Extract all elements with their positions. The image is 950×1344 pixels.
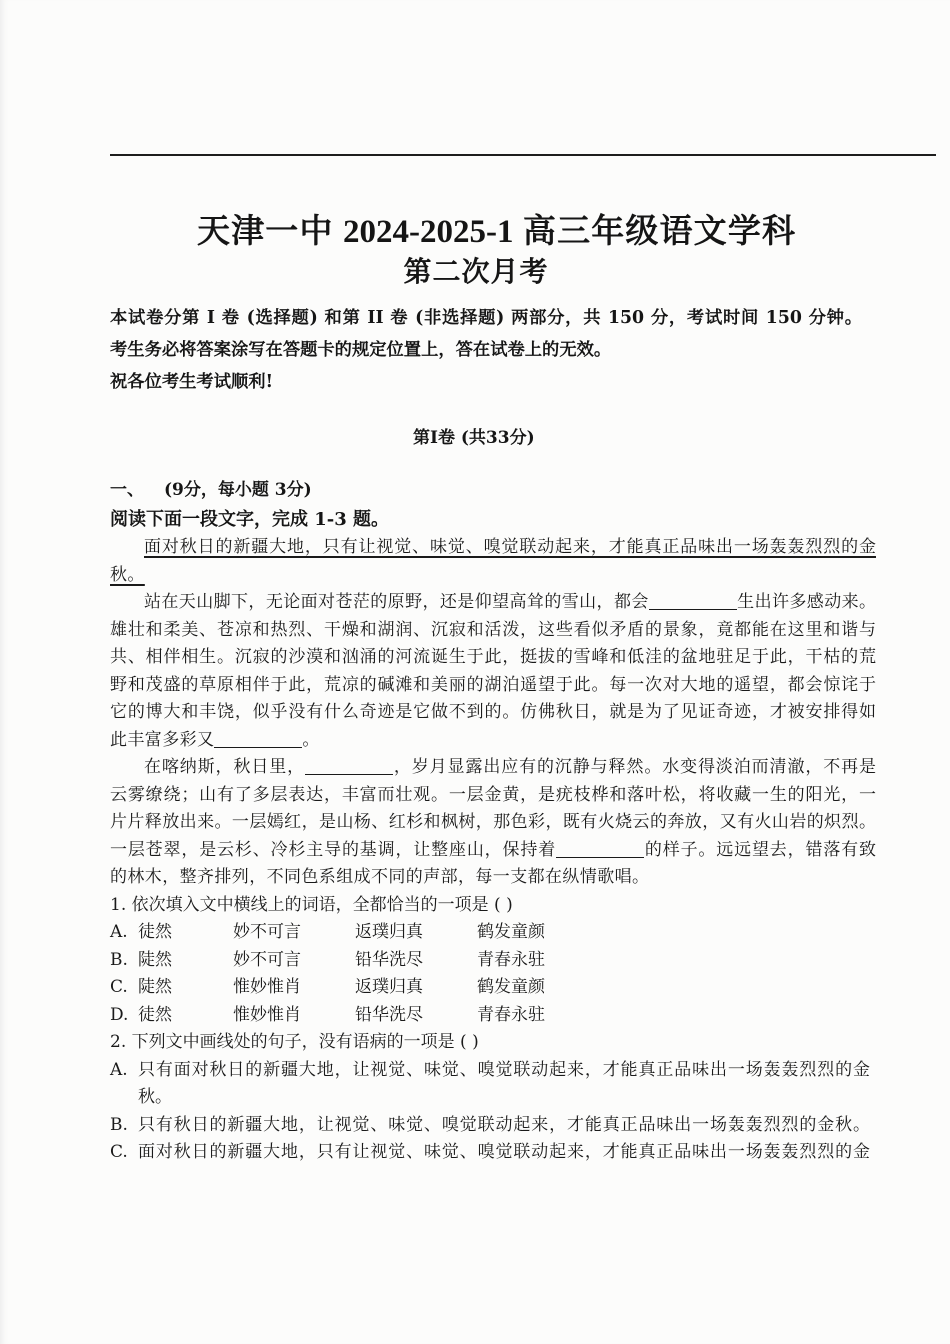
option-word: 徒然 (138, 922, 172, 943)
passage-line (110, 754, 876, 782)
section-points: (9分，每小题 3分) (164, 480, 312, 500)
passage-line: 雄壮和柔美、苍凉和热烈、干燥和湖润、沉寂和活泼，这些看似矛盾的景象，竟都能在这里和谐与 (110, 619, 876, 640)
passage-line: 它的博大和丰饶，似乎没有什么奇迹是它做不到的。仿佛秋日，就是为了见证奇迹，才被安排得如 (110, 702, 876, 723)
option-word: 青春永驻 (477, 1004, 545, 1025)
underlined-sentence-line (110, 562, 876, 590)
question-option (110, 974, 876, 1002)
passage-text: 一层苍翠，是云杉、冷杉主导的基调，让整座山，保持着 (110, 839, 557, 860)
option-label: D. (110, 1004, 129, 1025)
option-word: 陡然 (138, 977, 172, 998)
passage-and-questions (110, 534, 876, 1167)
question-option (110, 1139, 876, 1167)
instruction-line: 考生务必将答案涂写在答题卡的规定位置上，答在试卷上的无效。 (110, 340, 612, 360)
exam-title: 天津一中 2024-2025-1 高三年级语文学科 (197, 214, 795, 250)
passage-text: 在喀纳斯，秋日里， (144, 757, 305, 778)
underlined-sentence: 面对秋日的新疆大地，只有让视觉、味觉、嗅觉联动起来，才能真正品味出一场轰轰烈烈的金 (144, 537, 876, 558)
instruction-line: 祝各位考生考试顺利! (110, 372, 274, 392)
option-word: 惟妙惟肖 (233, 977, 301, 998)
passage-line (110, 837, 876, 865)
option-label: C. (110, 1142, 128, 1163)
question-stem: 1. 依次填入文中横线上的词语，全都恰当的一项是 ( ) (110, 894, 513, 915)
passage-line: 野和茂盛的草原相伴于此，荒凉的碱滩和美丽的湖泊遥望于此。每一次对大地的遥望，都会惊诧于 (110, 674, 876, 695)
section-heading (110, 479, 312, 501)
passage-text: 的样子。远远望去，错落有致 (644, 839, 877, 860)
fill-blank (214, 735, 302, 748)
option-label: A. (110, 922, 128, 943)
section-directive: 阅读下面一段文字，完成 1-3 题。 (110, 509, 390, 530)
underlined-sentence: 秋。 (110, 564, 145, 585)
question-option (110, 947, 876, 975)
passage-line (110, 727, 876, 755)
option-word: 铅华洗尽 (355, 1004, 423, 1025)
option-label: C. (110, 977, 128, 998)
option-word: 青春永驻 (477, 949, 545, 970)
fill-blank (556, 845, 644, 858)
passage-line: 的林木，整齐排列，不同色系组成不同的声部，每一支都在纵情歌唱。 (110, 867, 650, 888)
passage-text: ，岁月显露出应有的沉静与释然。水变得淡泊而清澈，不再是 (393, 757, 876, 778)
exam-subtitle: 第二次月考 (403, 255, 549, 288)
option-text: 秋。 (138, 1087, 172, 1108)
passage-text: 生出许多感动来。 (736, 592, 877, 613)
option-word: 返璞归真 (355, 922, 423, 943)
fill-blank (305, 762, 393, 775)
option-word: 返璞归真 (355, 977, 423, 998)
passage-text: 。 (302, 729, 320, 750)
question-option (110, 1057, 876, 1085)
part-heading: 第I卷 (共33分) (413, 428, 535, 448)
option-word: 鹤发童颜 (477, 977, 545, 998)
passage-line: 片片释放出来。一层嫣红，是山杨、红杉和枫树，那色彩，既有火烧云的奔放，又有火山岩的炽烈。 (110, 812, 876, 833)
section-number: 一、 (110, 480, 144, 500)
option-label: B. (110, 949, 128, 970)
passage-line: 云雾缭绕；山有了多层表达，丰富而壮观。一层金黄，是疣枝桦和落叶松，将收藏一生的阳光，一 (110, 784, 876, 805)
option-word: 徒然 (138, 1004, 172, 1025)
option-word: 惟妙惟肖 (233, 1004, 301, 1025)
option-text: 只有面对秋日的新疆大地，让视觉、味觉、嗅觉联动起来，才能真正品味出一场轰轰烈烈的金 (138, 1059, 870, 1080)
question-stem: 2. 下列文中画线处的句子，没有语病的一项是 ( ) (110, 1032, 479, 1053)
passage-text: 站在天山脚下，无论面对苍茫的原野，还是仰望高耸的雪山，都会 (144, 592, 649, 613)
underlined-sentence-line (110, 534, 876, 562)
option-text: 只有秋日的新疆大地，让视觉、味觉、嗅觉联动起来，才能真正品味出一场轰轰烈烈的金秋。 (138, 1114, 870, 1135)
header-rule (110, 154, 936, 156)
passage-line: 共、相伴相生。沉寂的沙漠和汹涌的河流诞生于此，挺拔的雪峰和低洼的盆地驻足于此，干枯的荒 (110, 647, 876, 668)
question-option-continuation (110, 1084, 876, 1112)
option-label: A. (110, 1059, 128, 1080)
fill-blank (649, 597, 737, 610)
option-word: 妙不可言 (233, 949, 301, 970)
question-option (110, 919, 876, 947)
option-word: 铅华洗尽 (355, 949, 423, 970)
instruction-line: 本试卷分第 I 卷 (选择题) 和第 II 卷 (非选择题) 两部分，共 150 分，考试时间 150 分钟。 (110, 308, 862, 328)
option-word: 陡然 (138, 949, 172, 970)
option-word: 鹤发童颜 (477, 922, 545, 943)
option-word: 妙不可言 (233, 922, 301, 943)
question-option (110, 1002, 876, 1030)
option-text: 面对秋日的新疆大地，只有让视觉、味觉、嗅觉联动起来，才能真正品味出一场轰轰烈烈的金 (138, 1142, 870, 1163)
passage-line (110, 589, 876, 617)
passage-text: 此丰富多彩又 (110, 729, 215, 750)
question-option (110, 1112, 876, 1140)
option-label: B. (110, 1114, 128, 1135)
